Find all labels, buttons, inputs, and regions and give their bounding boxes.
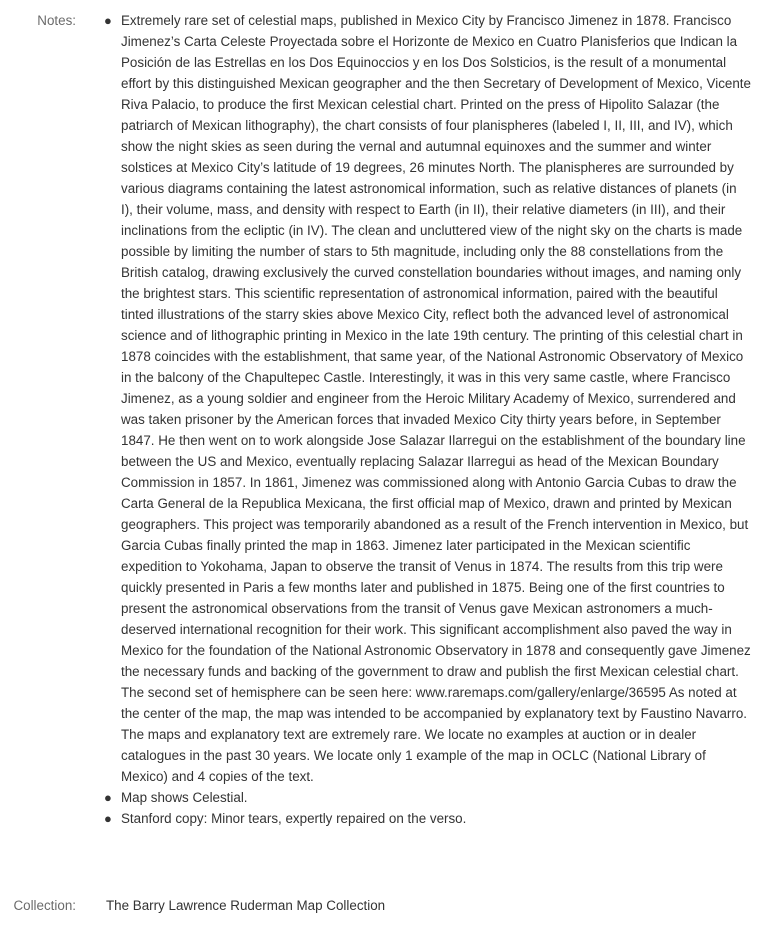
bullet-icon: ● [104,790,112,805]
notes-item-description [104,10,775,787]
bullet-icon: ● [104,13,112,28]
notes-item-text: Stanford copy: Minor tears, expertly repaired on the verso. [121,811,467,826]
notes-body [76,10,775,829]
notes-item-text: Map shows Celestial. [121,790,248,805]
notes-list [76,10,775,829]
notes-label: Notes: [37,13,76,28]
notes-item-map-shows [104,787,775,808]
collection-value: The Barry Lawrence Ruderman Map Collection [106,898,386,913]
notes-item-stanford-copy [104,808,775,829]
collection-field [0,895,775,916]
notes-item-text: Extremely rare set of celestial maps, published in Mexico City by Francisco Jimenez in 1878. Francisco Jimenez’s Carta Celeste Proyectada sobre el Horizonte de Mexico en Cuatro Planisferios que Indican la Posición de las Estrellas en los Dos Equinoccios y en los Dos Solsticios, is the result of a monumental effort by this distinguished Mexican geographer and the then Secretary of Development of Mexico, Vicente Riva Palacio, to produce the first Mexican celestial chart. Printed on the press of Hipolito Salazar (the patriarch of Mexican lithography), the chart consists of four planispheres (labeled I, II, III, and IV), which show the night skies as seen during the vernal and autumnal equinoxes and the summer and winter solstices at Mexico City’s latitude of 19 degrees, 26 minutes North. The planispheres are surrounded by various diagrams containing the latest astronomical information, such as relative distances of planets (in I), their volume, mass, and density with respect to Earth (in II), their relative diameters (in III), and their inclinations from the ecliptic (in IV). The clean and uncluttered view of the night sky on the charts is made possible by limiting the number of stars to 5th magnitude, including only the 88 constellations from the British catalog, drawing exclusively the curved constellation boundaries without images, and naming only the brightest stars. This scientific representation of astronomical information, paired with the beautiful tinted illustrations of the starry skies above Mexico City, reflect both the advanced level of astronomical science and of lithographic printing in Mexico in the late 19th century. The printing of this celestial chart in 1878 coincides with the establishment, that same year, of the National Astronomic Observatory of Mexico in the balcony of the Chapultepec Castle. Interestingly, it was in this very same castle, where Francisco Jimenez, as a young soldier and engineer from the Heroic Military Academy of Mexico, surrendered and was taken prisoner by the American forces that invaded Mexico City thirty years before, in September 1847. He then went on to work alongside Jose Salazar Ilarregui on the establishment of the boundary line between the US and Mexico, eventually replacing Salazar Ilarregui as head of the Mexican Boundary Commission in 1857. In 1861, Jimenez was commissioned along with Antonio Garcia Cubas to draw the Carta General de la Republica Mexicana, the first official map of Mexico, drawn and printed by Mexican geographers. This project was temporarily abandoned as a result of the French intervention in Mexico, but Garcia Cubas finally printed the map in 1863. Jimenez later participated in the Mexican scientific expedition to Yokohama, Japan to observe the transit of Venus in 1874. The results from this trip were quickly presented in Paris a few months later and published in 1875. Being one of the first countries to present the astronomical observations from the transit of Venus gave Mexican astronomers a much-deserved international recognition for their work. This significant accomplishment also paved the way in Mexico for the foundation of the National Astronomic Observatory in 1878 and consequently gave Jimenez the necessary funds and backing of the government to draw and publish the first Mexican celestial chart. The second set of hemisphere can be seen here: www.raremaps.com/gallery/enlarge/36595 As noted at the center of the map, the map was intended to be accompanied by explanatory text by Faustino Navarro. The maps and explanatory text are extremely rare. We locate no examples at auction or in dealer catalogues in the past 30 years. We locate only 1 example of the map in OCLC (National Library of Mexico) and 4 copies of the text. [121,13,751,784]
collection-label: Collection: [13,898,76,913]
bullet-icon: ● [104,811,112,826]
